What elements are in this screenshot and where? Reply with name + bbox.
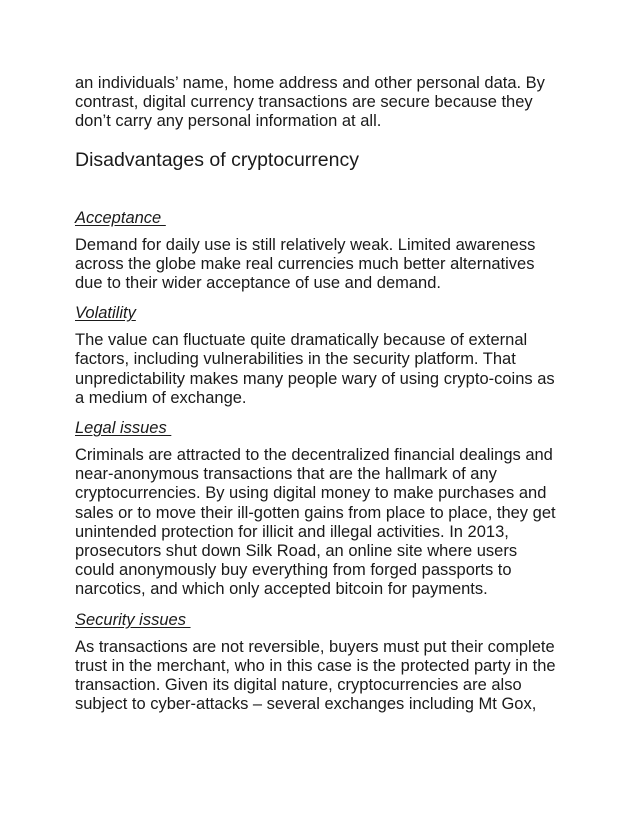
document-page [75, 74, 575, 714]
section-title: Disadvantages of cryptocurrency [75, 148, 359, 171]
intro-paragraph: an individuals’ name, home address and other personal data. By contrast, digital currency transactions are secure because they don’t carry any personal information at all. [75, 74, 545, 131]
paragraph-legal-issues: Criminals are attracted to the decentralized financial dealings and near-anonymous transactions that are the hallmark of any cryptocurrencies. By using digital money to make purchases and sales or to move their ill-gotten gains from place to place, they get unintended protection for illicit and illegal activities. In 2013, prosecutors shut down Silk Road, an online site where users could anonymously buy everything from forged passports to narcotics, and which only accepted bitcoin for payments. [75, 446, 556, 599]
paragraph-acceptance: Demand for daily use is still relatively weak. Limited awareness across the globe make real currencies much better alternatives due to their wider acceptance of use and demand. [75, 235, 536, 293]
subheading-volatility: Volatility [75, 304, 136, 323]
subheading-security-issues: Security issues [75, 610, 191, 629]
paragraph-volatility: The value can fluctuate quite dramatically because of external factors, including vulnerabilities in the security platform. That unpredictability makes many people wary of using crypto-coins as a medium of exchange. [75, 331, 555, 407]
paragraph-security-issues: As transactions are not reversible, buyers must put their complete trust in the merchant, who in this case is the protected party in the transaction. Given its digital nature, cryptocurrencies are also subject to cyber-attacks – several exchanges including Mt Gox, [75, 637, 556, 714]
subheading-acceptance: Acceptance [75, 208, 166, 227]
subheading-legal-issues: Legal issues [75, 419, 172, 438]
